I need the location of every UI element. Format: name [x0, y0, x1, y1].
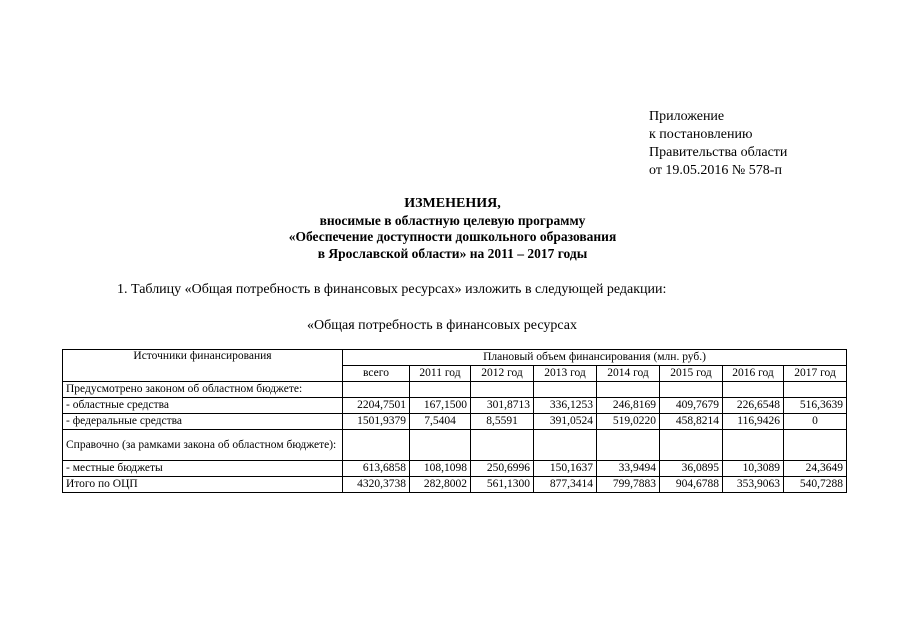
column-header: 2014 год — [597, 366, 660, 382]
financing-table — [62, 349, 847, 493]
table-cell: 24,3649 — [784, 461, 847, 477]
table-row — [63, 414, 847, 430]
table-cell: 519,0220 — [597, 414, 660, 430]
table-cell: 33,9494 — [597, 461, 660, 477]
table-cell: 540,7288 — [784, 477, 847, 493]
table-cell: 167,1500 — [410, 398, 471, 414]
table-cell: 799,7883 — [597, 477, 660, 493]
column-header: 2017 год — [784, 366, 847, 382]
table-cell: 391,0524 — [534, 414, 597, 430]
column-header: 2012 год — [471, 366, 534, 382]
table-cell: 613,6858 — [343, 461, 410, 477]
table-cell: 282,8002 — [410, 477, 471, 493]
appendix-line: Правительства области — [649, 145, 788, 160]
table-section-row — [63, 382, 847, 398]
document-title: ИЗМЕНЕНИЯ, — [404, 196, 501, 211]
heading-line: вносимые в областную целевую программу — [319, 212, 586, 228]
column-header: 2015 год — [660, 366, 723, 382]
row-label: Итого по ОЦП — [63, 477, 343, 493]
table-cell: 336,1253 — [534, 398, 597, 414]
table-cell: 561,1300 — [471, 477, 534, 493]
table-cell: 226,6548 — [723, 398, 784, 414]
column-header: 2013 год — [534, 366, 597, 382]
table-cell: 877,3414 — [534, 477, 597, 493]
section-label: Справочно (за рамками закона об областном бюджете): — [63, 430, 343, 461]
table-cell: 2204,7501 — [343, 398, 410, 414]
table-cell: 7,5404 — [410, 414, 471, 430]
table-header-row — [63, 350, 847, 366]
heading-line: в Ярославской области» на 2011 – 2017 годы — [317, 245, 588, 261]
source-header: Источники финансирования — [63, 350, 343, 382]
table-cell: 409,7679 — [660, 398, 723, 414]
table-cell: 150,1637 — [534, 461, 597, 477]
table-cell: 116,9426 — [723, 414, 784, 430]
appendix-block — [649, 108, 787, 180]
table-cell: 246,8169 — [597, 398, 660, 414]
heading-line: «Обеспечение доступности дошкольного образования — [288, 229, 617, 244]
row-label: - областные средства — [63, 398, 343, 414]
column-header: 2016 год — [723, 366, 784, 382]
section-label: Предусмотрено законом об областном бюджете: — [63, 382, 343, 398]
plan-header: Плановый объем финансирования (млн. руб.) — [343, 350, 847, 366]
column-header: 2011 год — [410, 366, 471, 382]
table-cell: 458,8214 — [660, 414, 723, 430]
table-cell: 1501,9379 — [343, 414, 410, 430]
table-cell: 904,6788 — [660, 477, 723, 493]
table-cell: 108,1098 — [410, 461, 471, 477]
column-header: всего — [343, 366, 410, 382]
table-cell: 8,5591 — [471, 414, 534, 430]
table-cell: 4320,3738 — [343, 477, 410, 493]
table-row — [63, 461, 847, 477]
table-row — [63, 398, 847, 414]
appendix-date-line: от 19.05.2016 № 578-п — [649, 163, 782, 178]
table-total-row — [63, 477, 847, 493]
table-cell: 10,3089 — [723, 461, 784, 477]
table-section-row — [63, 430, 847, 461]
row-label: - местные бюджеты — [63, 461, 343, 477]
appendix-line: к постановлению — [649, 127, 753, 142]
table-cell: 353,9063 — [723, 477, 784, 493]
appendix-line: Приложение — [649, 109, 725, 124]
table-cell: 250,6996 — [471, 461, 534, 477]
table-caption: «Общая потребность в финансовых ресурсах — [307, 318, 577, 333]
paragraph-1: 1. Таблицу «Общая потребность в финансовых ресурсах» изложить в следующей редакции: — [117, 282, 667, 297]
table-cell: 516,3639 — [784, 398, 847, 414]
document-heading — [0, 196, 905, 262]
table-cell: 0 — [784, 414, 847, 430]
table-cell: 36,0895 — [660, 461, 723, 477]
table-cell: 301,8713 — [471, 398, 534, 414]
row-label: - федеральные средства — [63, 414, 343, 430]
